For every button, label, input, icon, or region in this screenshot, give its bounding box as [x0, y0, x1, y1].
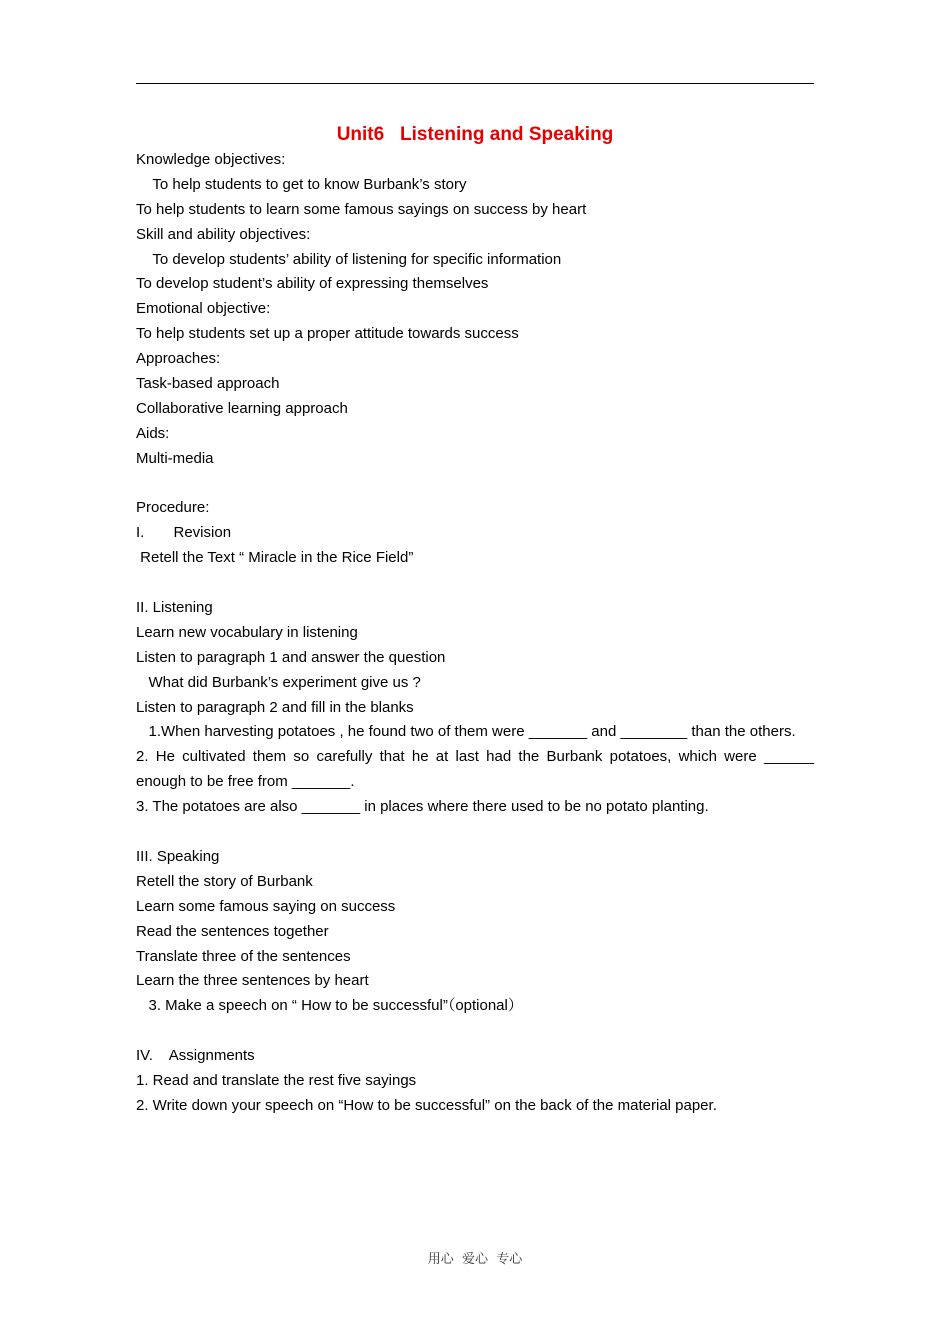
- page-footer: 用心 爱心 专心: [427, 1252, 523, 1267]
- text-line: Read the sentences together: [136, 922, 329, 940]
- text-line: What did Burbank’s experiment give us ?: [136, 673, 421, 691]
- text-line: Listen to paragraph 2 and fill in the blanks: [136, 698, 414, 716]
- text-line: I. Revision: [136, 524, 232, 542]
- text-line: Task-based approach: [136, 375, 280, 393]
- text-line: Emotional objective:: [136, 300, 271, 318]
- text-line: Knowledge objectives:: [136, 151, 286, 168]
- text-line: To develop student’s ability of expressing themselves: [136, 275, 489, 293]
- text-line: 2. He cultivated them so carefully that he at last had the Burbank potatoes, which were ______: [136, 748, 814, 766]
- text-line: To help students set up a proper attitude towards success: [136, 325, 519, 343]
- text-line: enough to be free from _______.: [136, 773, 355, 791]
- text-line: To help students to get to know Burbank’s story: [136, 175, 467, 193]
- text-line: Aids:: [136, 424, 170, 442]
- text-line: Listen to paragraph 1 and answer the question: [136, 648, 446, 666]
- text-line: 3. Make a speech on “ How to be successful”（optional）: [136, 997, 523, 1015]
- blank-line: [136, 1019, 814, 1044]
- text-line: IV. Assignments: [136, 1047, 255, 1065]
- text-line: To develop students’ ability of listening for specific information: [136, 250, 562, 268]
- text-line: Multi-media: [136, 449, 214, 467]
- text-line: Learn the three sentences by heart: [136, 972, 369, 990]
- text-line: 1.When harvesting potatoes , he found two of them were _______ and ________ than the others.: [136, 723, 796, 741]
- text-line: Retell the story of Burbank: [136, 872, 313, 890]
- text-line: To help students to learn some famous sayings on success by heart: [136, 200, 587, 218]
- blank-line: [136, 472, 814, 497]
- text-line: Procedure:: [136, 499, 210, 517]
- text-line: 2. Write down your speech on “How to be successful” on the back of the material paper.: [136, 1096, 717, 1114]
- text-line: Retell the Text “ Miracle in the Rice Field”: [136, 549, 414, 567]
- text-line: Translate three of the sentences: [136, 947, 351, 965]
- blank-line: [136, 571, 814, 596]
- text-line: 1. Read and translate the rest five sayings: [136, 1071, 417, 1089]
- text-line: Approaches:: [136, 350, 221, 368]
- blank-line: [136, 820, 814, 845]
- page-title: Unit6 Listening and Speaking: [336, 124, 614, 145]
- text-line: II. Listening: [136, 599, 213, 617]
- header-rule: [136, 83, 814, 84]
- document-body: [136, 121, 814, 1119]
- text-line: 3. The potatoes are also _______ in places where there used to be no potato planting.: [136, 798, 709, 816]
- text-line: Learn new vocabulary in listening: [136, 623, 358, 641]
- text-line: Skill and ability objectives:: [136, 225, 311, 243]
- text-line: Collaborative learning approach: [136, 399, 348, 417]
- text-line: III. Speaking: [136, 847, 220, 865]
- text-line: Learn some famous saying on success: [136, 897, 396, 915]
